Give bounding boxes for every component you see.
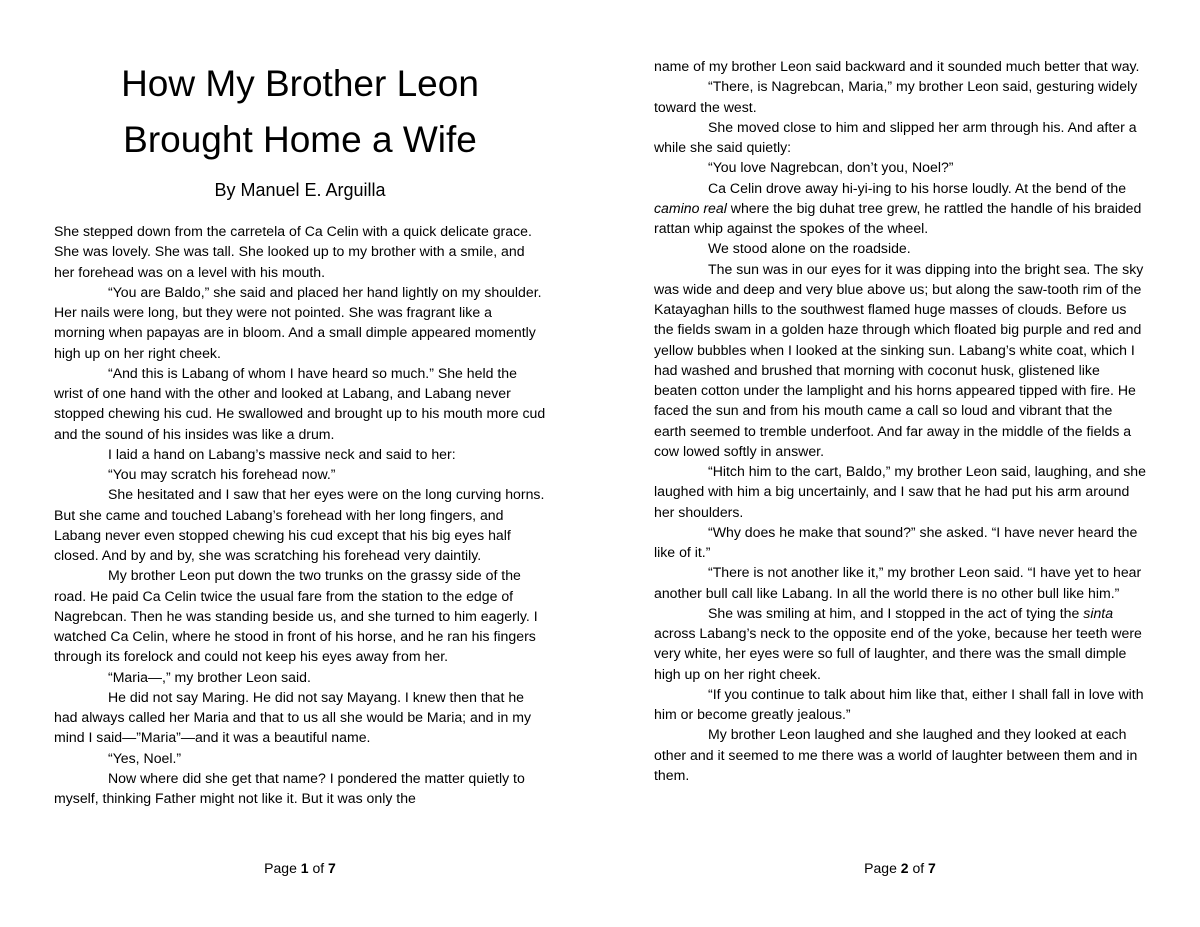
paragraph: We stood alone on the roadside. <box>708 240 911 257</box>
text-run: She was smiling at him, and I stopped in the act of tying the <box>708 604 1084 621</box>
footer-of: of <box>908 860 929 876</box>
page-number: 2 <box>900 860 909 876</box>
paragraph: “There is not another like it,” my brother Leon said. “I have yet to hear another bull call like Labang. In all the world there is no other bull like him.” <box>654 564 1142 601</box>
footer-of: of <box>308 860 329 876</box>
page-2 <box>654 0 1154 927</box>
paragraph: “Yes, Noel.” <box>108 749 182 766</box>
paragraph: Now where did she get that name? I pondered the matter quietly to myself, thinking Father might not like it. But it was only the <box>54 769 525 806</box>
paragraph: “There, is Nagrebcan, Maria,” my brother Leon said, gesturing widely toward the west. <box>654 78 1138 115</box>
text-run: where the big duhat tree grew, he rattled the handle of his braided rattan whip against the spokes of the wheel. <box>654 199 1142 236</box>
paragraph: “If you continue to talk about him like that, either I shall fall in love with him or become greatly jealous.” <box>654 685 1144 722</box>
paragraph: “Why does he make that sound?” she asked. “I have never heard the like of it.” <box>654 523 1138 560</box>
page-footer <box>54 860 546 876</box>
paragraph: “You love Nagrebcan, don’t you, Noel?” <box>708 159 954 176</box>
paragraph: “Hitch him to the cart, Baldo,” my brother Leon said, laughing, and she laughed with him a big uncertainly, and I saw that he had put his arm around her shoulders. <box>654 463 1146 520</box>
paragraph: My brother Leon put down the two trunks on the grassy side of the road. He paid Ca Celin twice the usual fare from the station to the edge of Nagrebcan. Then he was standing beside us, and she turned to him eagerly. I watched Ca Celin, where he stood in front of his horse, and he ran his fingers through its forelock and could not keep his eyes away from her. <box>54 567 538 665</box>
paragraph: name of my brother Leon said backward and it sounded much better that way. <box>654 58 1140 74</box>
paragraph: She hesitated and I saw that her eyes were on the long curving horns. But she came and touched Labang’s forehead with her long fingers, and Labang never even stopped chewing his cud except that his big eyes half closed. And by and by, she was scratching his forehead very daintily. <box>54 486 545 563</box>
paragraph: The sun was in our eyes for it was dipping into the bright sea. The sky was wide and deep and very blue above us; but along the saw-tooth rim of the Katayaghan hills to the southwest flamed huge masses of clouds. Before us the fields swam in a golden haze through which floated big purple and red and yellow bubbles when I looked at the sinking sun. Labang’s white coat, which I had washed and brushed that morning with coconut husk, glistened like beaten cotton under the lamplight and his horns appeared tipped with fire. He faced the sun and from his mouth came a call so loud and vibrant that the earth seemed to tremble underfoot. And far away in the middle of the fields a cow lowed softly in answer. <box>654 260 1144 459</box>
paragraph: I laid a hand on Labang’s massive neck and said to her: <box>108 445 456 462</box>
paragraph: My brother Leon laughed and she laughed and they looked at each other and it seemed to me there was a world of laughter between them and in them. <box>654 726 1138 783</box>
paragraph: “You are Baldo,” she said and placed her hand lightly on my shoulder. Her nails were long, but they were not pointed. She was fragrant like a morning when papayas are in bloom. And a small dimple appeared momently high up on her right cheek. <box>54 283 542 361</box>
page-total: 7 <box>928 860 936 876</box>
paragraph: He did not say Maring. He did not say Mayang. I knew then that he had always called her Maria and that to us all she would be Maria; and in my mind I said—”Maria”—and it was a beautiful name. <box>54 688 532 746</box>
page-footer <box>654 860 1146 876</box>
paragraph: “And this is Labang of whom I have heard so much.” She held the wrist of one hand with the other and looked at Labang, and Labang never stopped chewing his cud. He swallowed and brought up to his mouth more cud and the sound of his insides was like a drum. <box>54 364 546 442</box>
document-title <box>54 56 546 168</box>
footer-prefix: Page <box>264 860 301 876</box>
paragraph: She moved close to him and slipped her arm through his. And after a while she said quietly: <box>654 118 1137 155</box>
text-run: across Labang’s neck to the opposite end of the yoke, because her teeth were very white, her eyes were so full of laughter, and there was the small dimple high up on her right cheek. <box>654 625 1142 682</box>
page-1 <box>54 0 554 927</box>
title-line-1: How My Brother Leon <box>121 63 479 104</box>
title-line-2: Brought Home a Wife <box>123 119 477 160</box>
page-number: 1 <box>300 860 309 876</box>
text-run: Ca Celin drove away hi-yi-ing to his horse loudly. At the bend of the <box>708 179 1127 196</box>
paragraph: “Maria—,” my brother Leon said. <box>108 668 311 685</box>
page-total: 7 <box>328 860 336 876</box>
page-1-body <box>54 221 546 808</box>
italic-phrase: camino real <box>654 199 727 216</box>
paragraph: She stepped down from the carretela of Ca Celin with a quick delicate grace. She was lovely. She was tall. She looked up to my brother with a smile, and her forehead was on a level with his mouth. <box>54 223 532 280</box>
paragraph <box>654 603 1146 684</box>
author-byline: By Manuel E. Arguilla <box>214 180 386 200</box>
paragraph: “You may scratch his forehead now.” <box>108 466 336 482</box>
italic-phrase: sinta <box>1083 604 1114 621</box>
page-2-body <box>654 56 1146 785</box>
paragraph <box>654 178 1146 239</box>
footer-prefix: Page <box>864 860 901 876</box>
